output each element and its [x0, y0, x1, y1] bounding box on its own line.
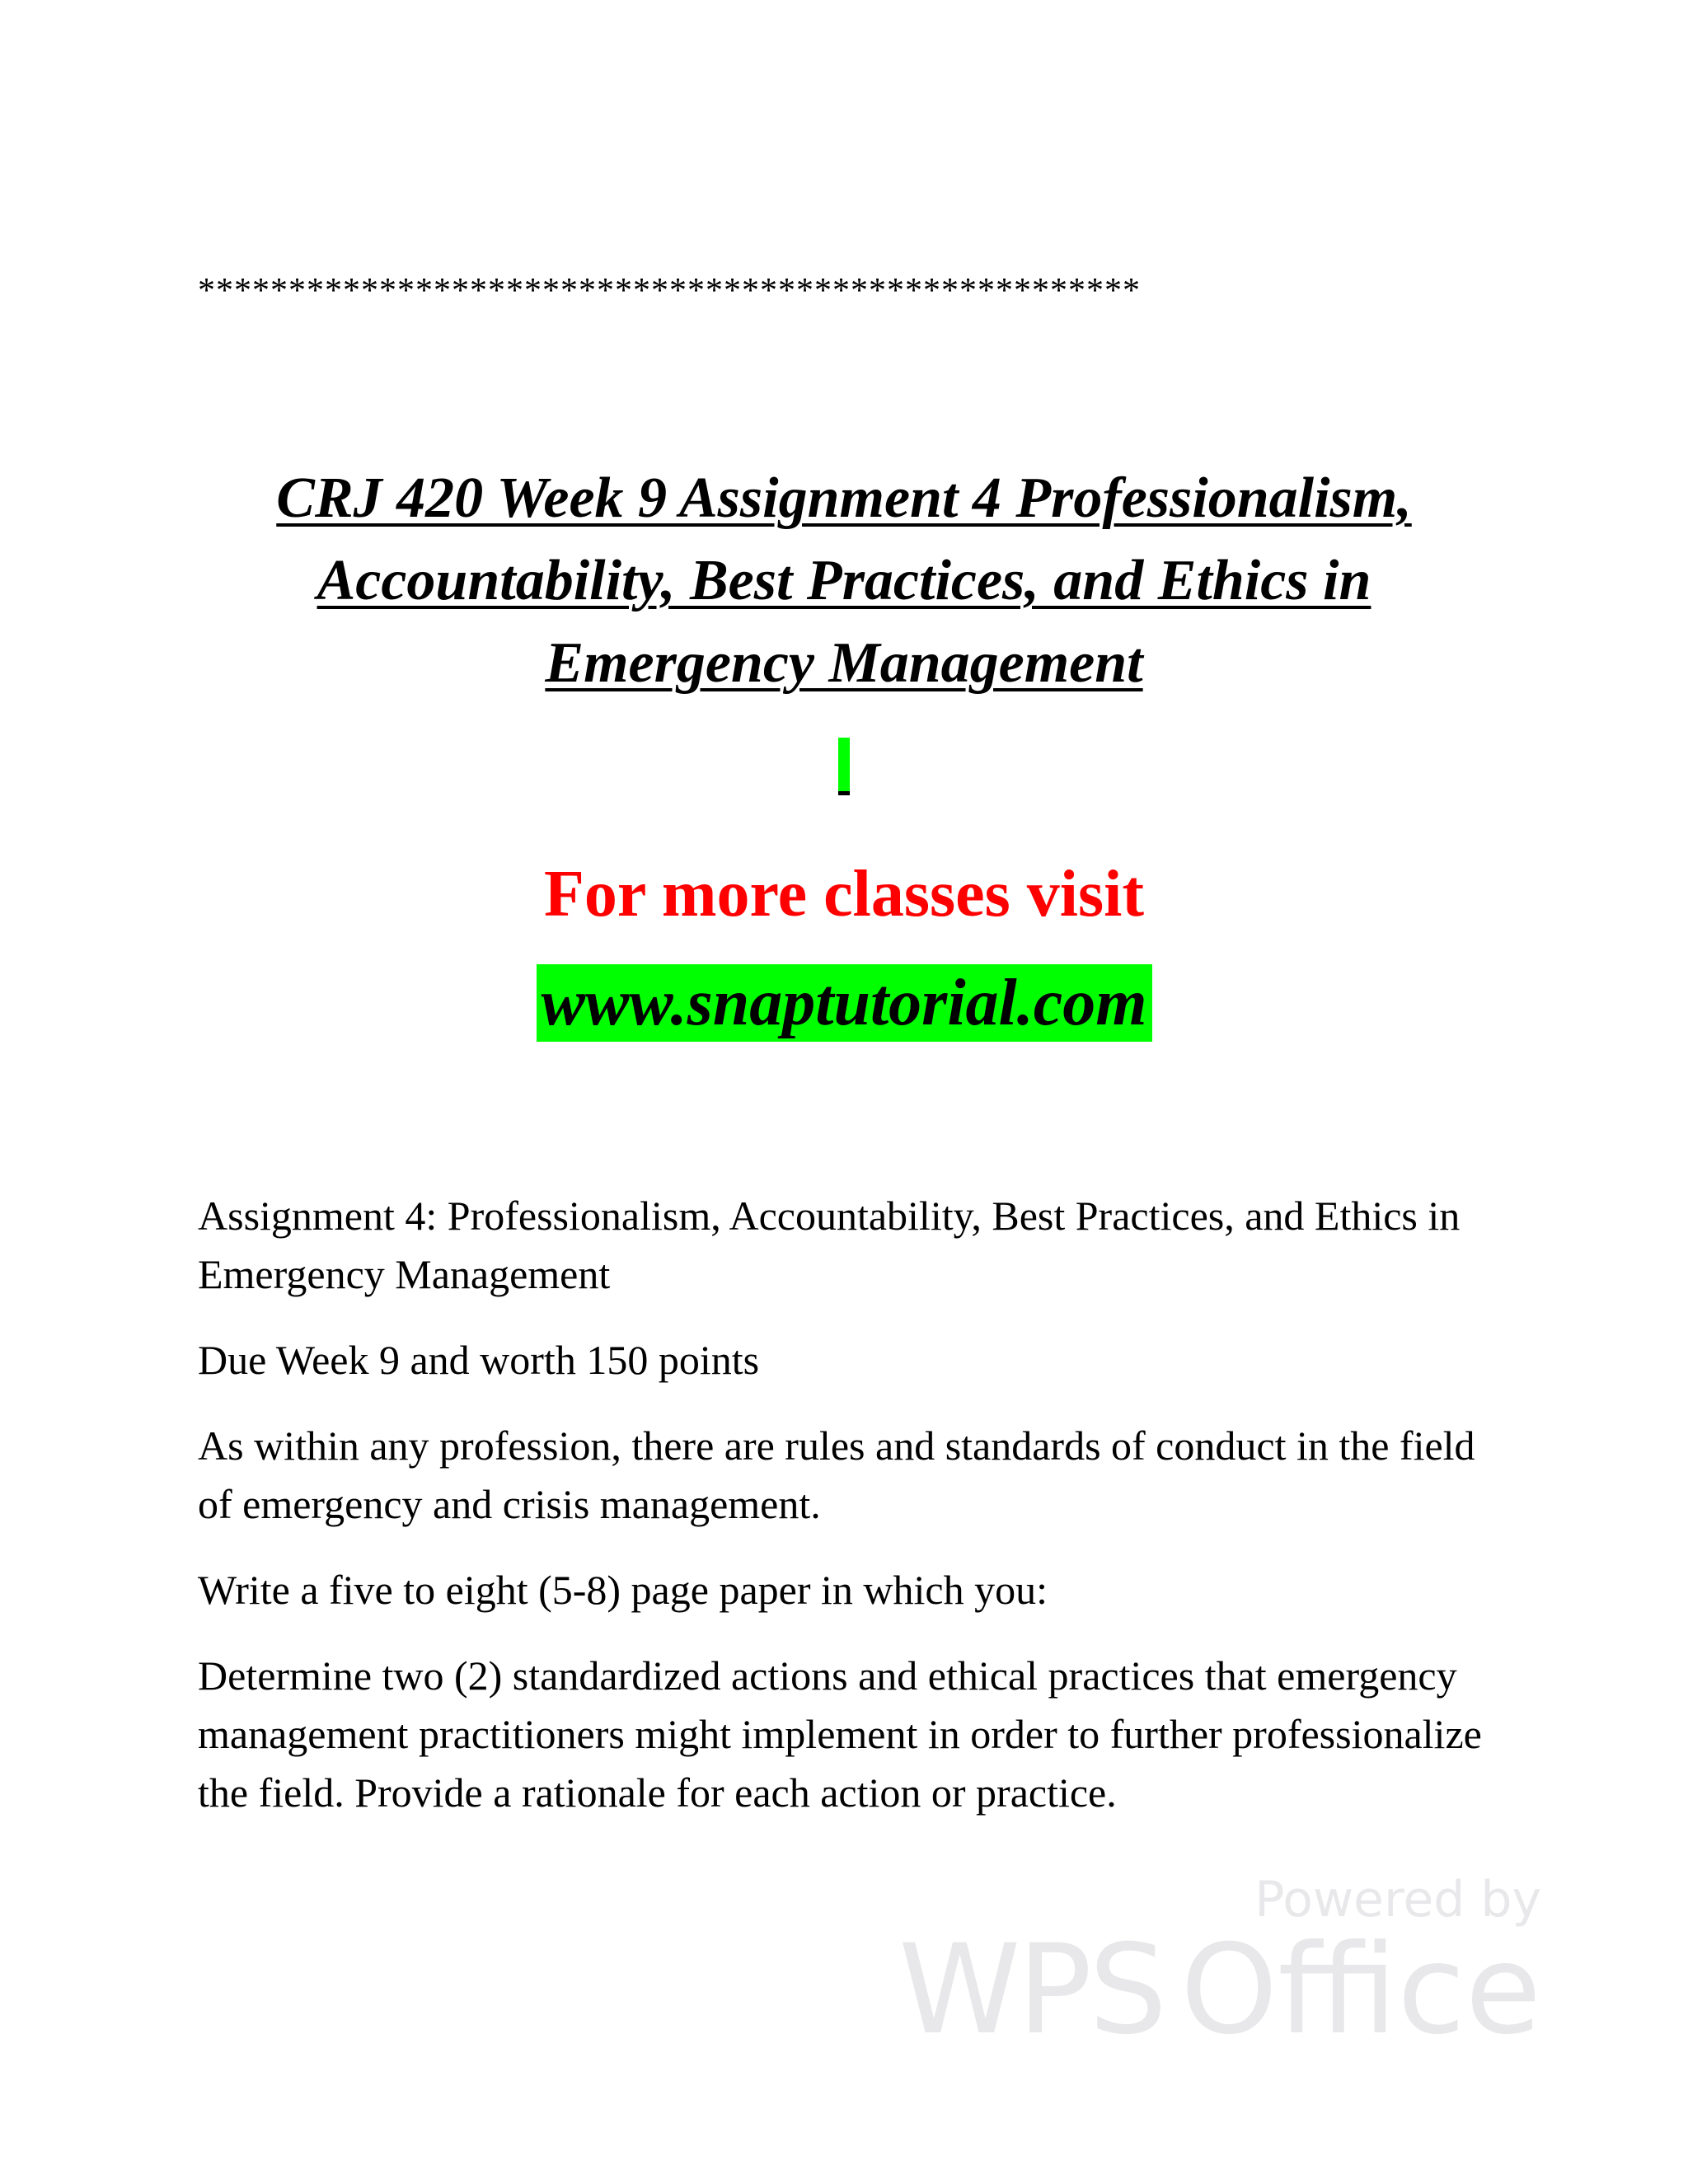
paragraph-due-date: Due Week 9 and worth 150 points — [198, 1337, 760, 1383]
paragraph-intro: As within any profession, there are rules and standards of conduct in the field of emergency and crisis management. — [198, 1422, 1475, 1527]
title-line-3: Emergency Management — [545, 631, 1143, 695]
promo-site-wrapper — [0, 964, 1688, 1042]
assignment-body — [198, 1187, 1500, 1849]
title-line-2: Accountability, Best Practices, and Ethics in — [316, 549, 1372, 612]
watermark-powered-by: Powered by — [1254, 1871, 1541, 1929]
highlight-cursor-mark — [838, 738, 850, 795]
watermark-product: Office — [1180, 1919, 1541, 2062]
promo-site-link[interactable]: www.snaptutorial.com — [537, 964, 1152, 1042]
wps-logo-icon: WPS — [898, 1919, 1165, 2062]
wps-office-watermark — [898, 1871, 1541, 2062]
separator-line: **************************************************** — [198, 272, 1141, 310]
paragraph-task: Determine two (2) standardized actions and ethical practices that emergency management practitioners might implement in order to further professionalize the field. Provide a rationale for each action or practice. — [198, 1652, 1482, 1816]
document-title — [115, 457, 1573, 705]
paragraph-assignment-heading: Assignment 4: Professionalism, Accountability, Best Practices, and Ethics in Emergency Management — [198, 1193, 1461, 1297]
promo-visit-text: For more classes visit — [543, 858, 1144, 930]
watermark-brand — [898, 1919, 1541, 2062]
paragraph-instruction: Write a five to eight (5-8) page paper in which you: — [198, 1567, 1048, 1613]
title-line-1: CRJ 420 Week 9 Assignment 4 Professionalism, — [276, 466, 1412, 530]
